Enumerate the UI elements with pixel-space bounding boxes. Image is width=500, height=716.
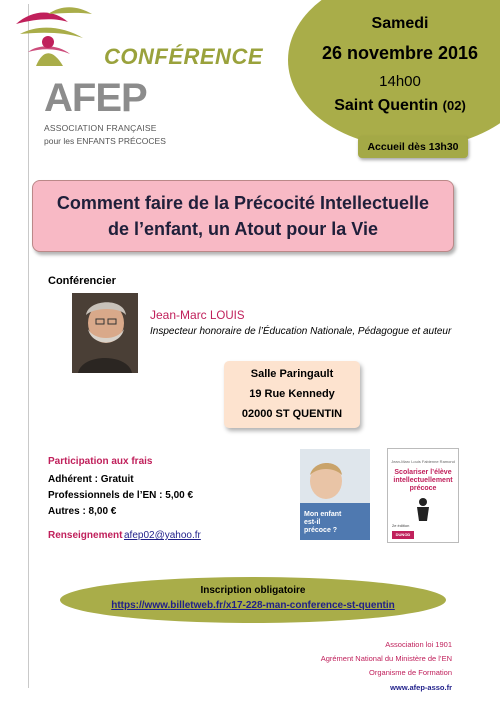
registration-title: Inscription obligatoire	[200, 585, 306, 596]
logo-subtitle-line2: pour les ENFANTS PRÉCOCES	[44, 136, 166, 146]
footer-agreement: Agrément National du Ministère de l’EN	[320, 654, 452, 663]
afep-logo-icon	[8, 4, 98, 74]
speaker-portrait-icon	[72, 293, 138, 373]
book2-publisher: DUNOD	[392, 531, 414, 539]
book1-title: Mon enfant est-il précoce ?	[304, 511, 342, 534]
welcome-time-badge: Accueil dès 13h30	[358, 136, 468, 158]
fee-others: Autres : 8,00 €	[48, 506, 117, 517]
speaker-label: Conférencier	[48, 275, 116, 287]
book2-edition: 2e édition	[392, 523, 410, 528]
event-day: Samedi	[371, 15, 429, 32]
event-city: Saint Quentin	[334, 97, 439, 114]
book2-title: Scolariser l’élève intellectuellement précoce	[393, 469, 453, 492]
event-location	[300, 97, 500, 115]
book2-authors: Jean-Marc Louis Fabienne Ramond	[391, 459, 455, 464]
logo-name: AFEP	[44, 76, 147, 120]
event-date: 26 novembre 2016	[321, 43, 479, 63]
speaker-photo	[72, 293, 138, 373]
footer-training: Organisme de Formation	[369, 668, 452, 677]
conference-label: CONFÉRENCE	[104, 44, 264, 69]
child-silhouette-icon	[413, 497, 433, 523]
speaker-first-name: Jean-Marc	[150, 308, 207, 322]
event-department: (02)	[442, 98, 466, 113]
fees-title: Participation aux frais	[48, 456, 153, 467]
book-cover-1	[300, 449, 370, 540]
logo-subtitle-line1: ASSOCIATION FRANÇAISE	[44, 123, 157, 133]
registration-link[interactable]: https://www.billetweb.fr/x17-228-man-conference-st-quentin	[111, 600, 395, 611]
speaker-last-name: LOUIS	[210, 310, 245, 322]
speaker-role: Inspecteur honoraire de l’Éducation Nationale, Pédagogue et auteur	[150, 326, 452, 337]
fee-member: Adhérent : Gratuit	[48, 474, 134, 485]
footer-association: Association loi 1901	[385, 640, 452, 649]
title-line2: de l’enfant, un Atout pour la Vie	[107, 219, 378, 239]
book-cover-2	[388, 449, 458, 542]
venue-city: 02000 ST QUENTIN	[241, 408, 343, 420]
info-email-link[interactable]: afep02@yahoo.fr	[124, 530, 201, 541]
info-label: Renseignement	[48, 530, 123, 541]
conference-title-box	[32, 180, 454, 252]
page-border	[28, 4, 29, 688]
speaker-name	[150, 308, 245, 322]
event-time: 14h00	[379, 73, 421, 90]
venue-hall: Salle Paringault	[250, 368, 334, 380]
title-line1: Comment faire de la Précocité Intellectuelle	[56, 193, 430, 213]
venue-street: 19 Rue Kennedy	[249, 388, 335, 400]
venue-box	[224, 361, 360, 428]
footer-website-link[interactable]: www.afep-asso.fr	[390, 683, 452, 692]
fee-professionals: Professionnels de l’EN : 5,00 €	[48, 490, 194, 501]
